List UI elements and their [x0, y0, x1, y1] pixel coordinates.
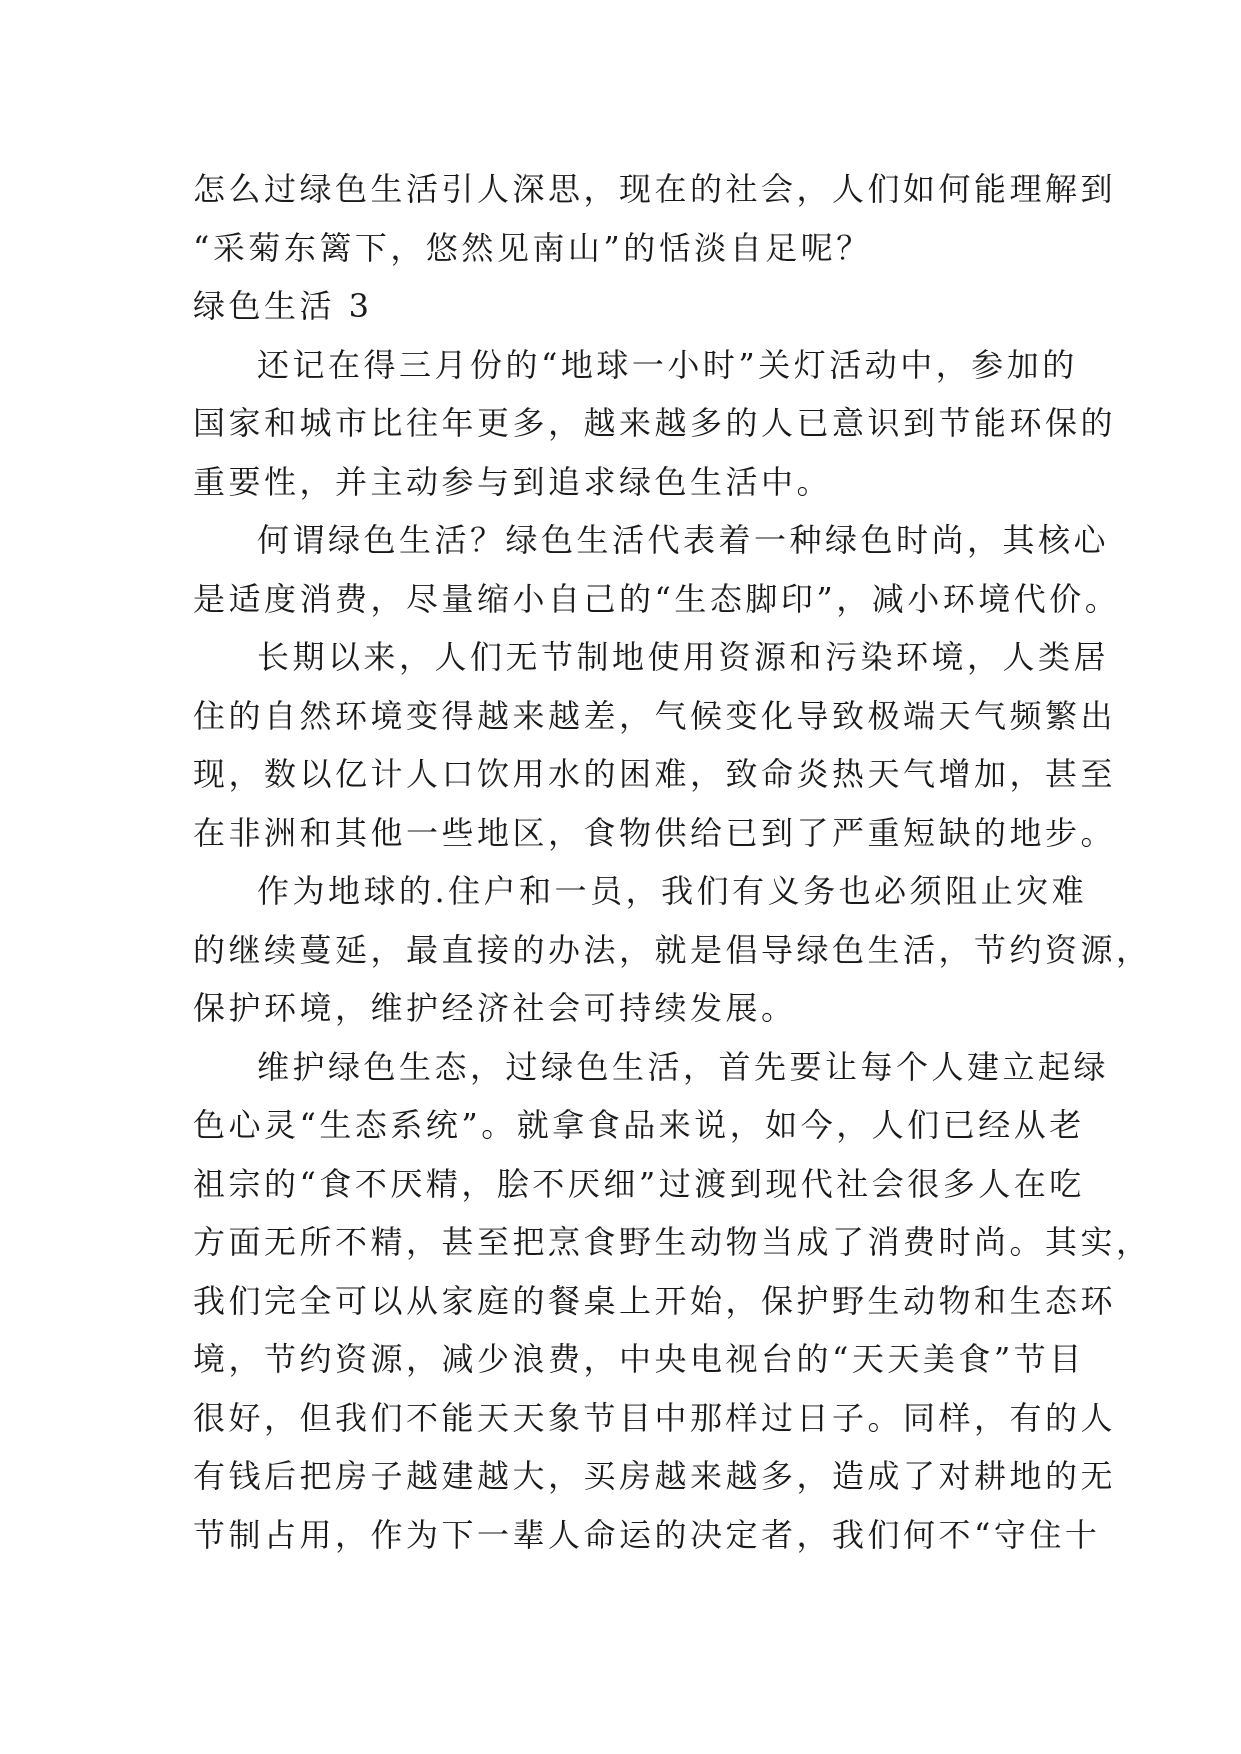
- text-line: 住的自然环境变得越来越差，气候变化导致极端天气频繁出: [193, 696, 1117, 735]
- text-line: 很好，但我们不能天天象节目中那样过日子。同样，有的人: [193, 1398, 1117, 1437]
- text-line: 重要性，并主动参与到追求绿色生活中。: [193, 462, 833, 501]
- text-line: “采菊东篱下，悠然见南山”的恬淡自足呢？: [193, 228, 872, 267]
- text-line: 绿色生活 3: [193, 287, 373, 325]
- text-line: 我们完全可以从家庭的餐桌上开始，保护野生动物和生态环: [193, 1281, 1117, 1320]
- text-line: 色心灵“生态系统”。就拿食品来说，如今，人们已经从老: [193, 1106, 1085, 1144]
- text-line: 境，节约资源，减少浪费，中央电视台的“天天美食”节目: [193, 1340, 1085, 1378]
- text-line: 国家和城市比往年更多，越来越多的人已意识到节能环保的: [193, 404, 1117, 442]
- text-line: 在非洲和其他一些地区，食物供给已到了严重短缺的地步。: [193, 813, 1117, 852]
- text-line: 节制占用，作为下一辈人命运的决定者，我们何不“守住十: [193, 1515, 1101, 1554]
- text-line: 现，数以亿计人口饮用水的困难，致命炎热天气增加，甚至: [193, 755, 1117, 793]
- text-line: 的继续蔓延，最直接的办法，就是倡导绿色生活，节约资源，: [193, 930, 1152, 969]
- text-line: 祖宗的“食不厌精，脍不厌细”过渡到现代社会很多人在吃: [193, 1164, 1085, 1203]
- text-line: 还记在得三月份的“地球一小时”关灯活动中，参加的: [257, 345, 1078, 384]
- text-line: 有钱后把房子越建越大，买房越来越多，造成了对耕地的无: [193, 1457, 1117, 1495]
- text-line: 作为地球的.住户和一员，我们有义务也必须阻止灾难: [257, 872, 1088, 910]
- text-line: 何谓绿色生活？绿色生活代表着一种绿色时尚，其核心: [257, 521, 1110, 559]
- text-line: 维护绿色生态，过绿色生活，首先要让每个人建立起绿: [257, 1047, 1110, 1086]
- text-line: 怎么过绿色生活引人深思，现在的社会，人们如何能理解到: [193, 170, 1117, 208]
- text-line: 是适度消费，尽量缩小自己的“生态脚印”，减小环境代价。: [193, 579, 1121, 618]
- text-line: 长期以来，人们无节制地使用资源和污染环境，人类居: [257, 638, 1110, 676]
- document-body: [193, 160, 1152, 1564]
- text-line: 方面无所不精，甚至把烹食野生动物当成了消费时尚。其实，: [193, 1223, 1152, 1261]
- text-line: 保护环境，维护经济社会可持续发展。: [193, 989, 797, 1027]
